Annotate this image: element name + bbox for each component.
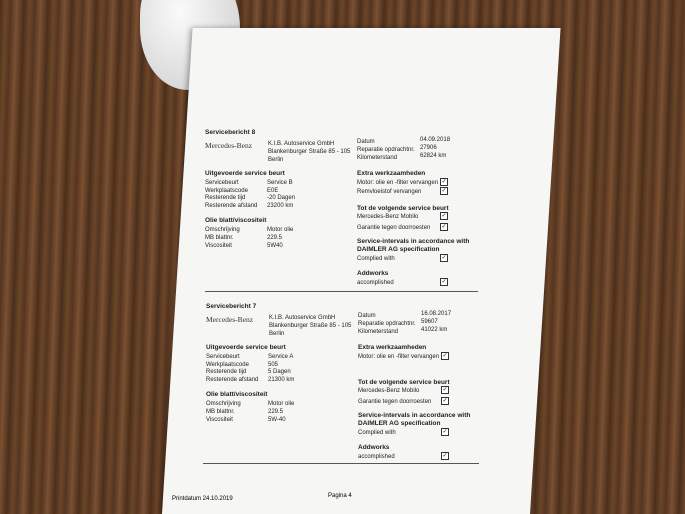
checkbox[interactable]: ✓ bbox=[441, 224, 447, 230]
row-value: -20 Dagen bbox=[267, 195, 296, 201]
section-heading: Tot de volgende service beurt bbox=[358, 379, 450, 386]
checklist-label: Motor: olie en -filter vervangen bbox=[358, 354, 440, 360]
checkbox[interactable]: ✓ bbox=[441, 255, 447, 261]
company-name: K.I.B. Autoservice GmbH bbox=[269, 315, 336, 321]
checklist-label: accomplished bbox=[357, 280, 394, 286]
checkbox[interactable]: ✓ bbox=[442, 398, 448, 404]
row-label: Resterende tijd bbox=[206, 369, 247, 375]
row-value: 505 bbox=[268, 361, 279, 368]
row-value: 5W40 bbox=[267, 243, 283, 249]
checklist-label: accomplished bbox=[358, 454, 395, 460]
section-heading: Service-intervals in accordance with bbox=[358, 412, 471, 419]
row-label: MB blattnr. bbox=[206, 409, 235, 415]
checkbox[interactable]: ✓ bbox=[442, 353, 448, 359]
section-heading: Olie blatt/viscositeit bbox=[205, 217, 267, 224]
section-heading: DAIMLER AG specification bbox=[357, 246, 440, 253]
row-label: Servicebeurt bbox=[205, 180, 239, 186]
page-number: Pagina 4 bbox=[328, 493, 352, 499]
row-label: Werkplaatscode bbox=[205, 187, 248, 194]
checklist-label: Garantie tegen doorroesten bbox=[358, 399, 432, 405]
section-heading: Olie blatt/viscositeit bbox=[206, 391, 268, 398]
row-label: Omschrijving bbox=[206, 401, 241, 407]
checkbox[interactable]: ✓ bbox=[441, 213, 447, 219]
section-heading: Extra werkzaamheden bbox=[358, 344, 427, 351]
meta-value: 16.08.2017 bbox=[421, 311, 452, 317]
checkbox[interactable]: ✓ bbox=[441, 179, 447, 185]
company-street: Blankenburger Straße 85 - 105 bbox=[269, 323, 352, 329]
meta-value: 59607 bbox=[421, 319, 438, 325]
checklist-label: Motor: olie en -filter vervangen bbox=[357, 180, 439, 186]
checklist-label: Mercedes-Benz Mobilo bbox=[358, 388, 420, 394]
row-value: E0E bbox=[267, 187, 279, 194]
row-label: Resterende tijd bbox=[205, 195, 246, 201]
meta-value: 41022 km bbox=[421, 327, 448, 333]
meta-value: 04.09.2018 bbox=[420, 137, 451, 143]
row-value: Service A bbox=[268, 354, 294, 360]
checkbox[interactable]: ✓ bbox=[441, 188, 447, 194]
report-title: Servicebericht 7 bbox=[206, 303, 257, 310]
checklist-label: Mercedes-Benz Mobilo bbox=[357, 214, 419, 220]
row-value: 229.5 bbox=[268, 409, 284, 415]
row-value: 21300 km bbox=[268, 376, 295, 383]
row-value: Motor olie bbox=[267, 227, 294, 233]
meta-label: Kilometerstand bbox=[358, 329, 399, 335]
company-name: K.I.B. Autoservice GmbH bbox=[268, 141, 335, 147]
meta-value: 62824 km bbox=[420, 153, 447, 159]
company-city: Berlin bbox=[268, 157, 284, 163]
checkbox[interactable]: ✓ bbox=[442, 453, 448, 459]
section-heading: Uitgevoerde service beurt bbox=[206, 344, 286, 351]
row-value: 5 Dagen bbox=[268, 369, 291, 375]
brand-logo: Mercedes-Benz bbox=[206, 315, 254, 324]
section-heading: Service-intervals in accordance with bbox=[357, 238, 470, 245]
company-city: Berlin bbox=[269, 331, 285, 337]
row-label: Resterende afstand bbox=[205, 202, 258, 209]
meta-label: Datum bbox=[357, 139, 375, 145]
report-title: Servicebericht 8 bbox=[205, 129, 256, 136]
meta-label: Reparatie opdrachtnr. bbox=[357, 147, 415, 153]
meta-label: Kilometerstand bbox=[357, 155, 398, 161]
meta-label: Reparatie opdrachtnr. bbox=[358, 321, 416, 327]
checkbox[interactable]: ✓ bbox=[441, 279, 447, 285]
meta-value: 27906 bbox=[420, 145, 437, 151]
meta-label: Datum bbox=[358, 313, 376, 319]
checklist-label: Complied with bbox=[357, 256, 395, 262]
section-heading: Extra werkzaamheden bbox=[357, 170, 426, 177]
row-value: 5W-40 bbox=[268, 417, 286, 423]
section-heading: Tot de volgende service beurt bbox=[357, 205, 449, 212]
row-label: Viscositeit bbox=[206, 417, 233, 423]
row-value: Motor olie bbox=[268, 401, 295, 407]
row-value: 229.5 bbox=[267, 235, 283, 241]
checklist-label: Complied with bbox=[358, 430, 396, 436]
checkbox[interactable]: ✓ bbox=[442, 429, 448, 435]
print-date: Printdatum 24.10.2019 bbox=[172, 496, 233, 502]
row-label: Viscositeit bbox=[205, 243, 232, 249]
section-heading: DAIMLER AG specification bbox=[358, 420, 441, 427]
section-heading: Addworks bbox=[358, 444, 390, 451]
row-label: Omschrijving bbox=[205, 227, 240, 233]
row-value: 23200 km bbox=[267, 202, 294, 209]
brand-logo: Mercedes-Benz bbox=[205, 141, 253, 150]
checklist-label: Remvloeistof vervangen bbox=[357, 189, 422, 195]
checkbox[interactable]: ✓ bbox=[442, 387, 448, 393]
row-value: Service B bbox=[267, 180, 293, 186]
section-heading: Addworks bbox=[357, 270, 389, 277]
row-label: MB blattnr. bbox=[205, 235, 234, 241]
row-label: Werkplaatscode bbox=[206, 361, 249, 368]
separator-line bbox=[203, 463, 479, 464]
separator-line bbox=[205, 291, 478, 292]
company-street: Blankenburger Straße 85 - 105 bbox=[268, 149, 351, 155]
row-label: Servicebeurt bbox=[206, 354, 240, 360]
row-label: Resterende afstand bbox=[206, 376, 259, 383]
section-heading: Uitgevoerde service beurt bbox=[205, 170, 285, 177]
checklist-label: Garantie tegen doorroesten bbox=[357, 225, 431, 231]
